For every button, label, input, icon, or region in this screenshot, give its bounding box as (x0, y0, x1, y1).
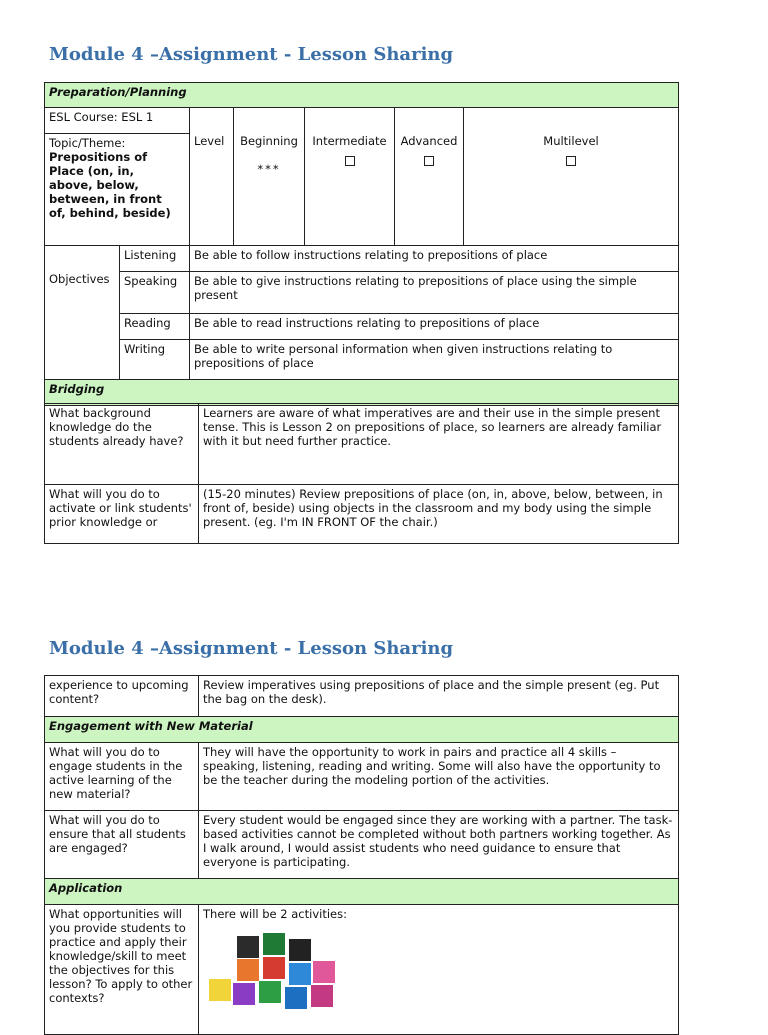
bridging-question-2-continued: experience to upcoming content? (45, 676, 199, 717)
level-multilevel-label: Multilevel (543, 134, 599, 148)
objective-text-listening: Be able to follow instructions relating to prepositions of place (190, 246, 679, 272)
objective-text-speaking: Be able to give instructions relating to prepositions of place using the simple present (190, 272, 679, 314)
section-header-preparation: Preparation/Planning (45, 83, 679, 108)
objective-skill-speaking: Speaking (120, 272, 190, 314)
lesson-plan-table-page2 (44, 675, 679, 1035)
topic-cell (45, 134, 190, 246)
section-header-bridging: Bridging (45, 380, 679, 406)
topic-label: Topic/Theme: (49, 136, 126, 150)
page-title: Module 4 –Assignment - Lesson Sharing (49, 44, 454, 65)
application-question: What opportunities will you provide students to practice and apply their knowledge/skill to meet the objectives for this lesson? To apply to other contexts? (45, 905, 199, 1035)
topic-value: Prepositions of Place (on, in, above, below, between, in front of, behind, beside) (49, 150, 171, 220)
page-title-2: Module 4 –Assignment - Lesson Sharing (49, 638, 454, 659)
cube-black (237, 936, 259, 958)
level-beginning-selected-mark: *** (257, 162, 281, 176)
level-label: Level (190, 108, 234, 246)
bridging-table-page1 (44, 403, 679, 544)
lesson-plan-table-page1 (44, 82, 679, 406)
level-beginning (234, 108, 305, 246)
bridging-answer-1: Learners are aware of what imperatives are and their use in the simple present tense. This is Lesson 2 on prepositions of place, so learners are already familiar with it but need further practice. (199, 404, 679, 485)
objective-skill-listening: Listening (120, 246, 190, 272)
cube-purple (233, 983, 255, 1005)
section-header-engagement: Engagement with New Material (45, 717, 679, 743)
level-intermediate (305, 108, 395, 246)
objective-text-writing: Be able to write personal information when given instructions relating to prepositions of place (190, 340, 679, 380)
cube-yellow (209, 979, 231, 1001)
application-answer-text: There will be 2 activities: (203, 907, 347, 921)
cube-green (259, 981, 281, 1003)
bridging-question-1: What background knowledge do the students already have? (45, 404, 199, 485)
application-answer (199, 905, 679, 1035)
cube-blue (289, 963, 311, 985)
cube-pink (313, 961, 335, 983)
cube-orange (237, 959, 259, 981)
level-multilevel (464, 108, 679, 246)
level-beginning-label: Beginning (240, 134, 298, 148)
level-advanced-label: Advanced (400, 134, 458, 148)
cube-magenta (311, 985, 333, 1007)
bridging-answer-2: (15-20 minutes) Review prepositions of place (on, in, above, below, between, in front of, beside) using objects in the classroom and my body using the simple present. (eg. I'm IN FRONT OF the chair.) (199, 485, 679, 544)
cube-red (263, 957, 285, 979)
engagement-answer-1: They will have the opportunity to work in pairs and practice all 4 skills – speaking, listening, reading and writing. Some will also have the opportunity to be the teacher during the modeling portion of the activities. (199, 743, 679, 811)
cube-green-top (263, 933, 285, 955)
linking-cubes-image (203, 931, 343, 1021)
bridging-answer-2-continued: Review imperatives using prepositions of place and the simple present (eg. Put the bag on the desk). (199, 676, 679, 717)
cube-blue-bottom (285, 987, 307, 1009)
objective-skill-writing: Writing (120, 340, 190, 380)
esl-course-cell: ESL Course: ESL 1 (45, 108, 190, 134)
level-intermediate-label: Intermediate (312, 134, 387, 148)
objective-skill-reading: Reading (120, 314, 190, 340)
level-advanced (395, 108, 464, 246)
objective-text-reading: Be able to read instructions relating to prepositions of place (190, 314, 679, 340)
cube-dark (289, 939, 311, 961)
engagement-question-2: What will you do to ensure that all students are engaged? (45, 811, 199, 879)
objectives-label: Objectives (45, 246, 120, 380)
level-advanced-checkbox[interactable] (424, 156, 434, 166)
bridging-question-2: What will you do to activate or link students' prior knowledge or (45, 485, 199, 544)
level-multilevel-checkbox[interactable] (566, 156, 576, 166)
level-intermediate-checkbox[interactable] (345, 156, 355, 166)
engagement-answer-2: Every student would be engaged since they are working with a partner. The task-based activities cannot be completed without both partners working together. As I walk around, I would assist students who need guidance to ensure that everyone is participating. (199, 811, 679, 879)
engagement-question-1: What will you do to engage students in the active learning of the new material? (45, 743, 199, 811)
section-header-application: Application (45, 879, 679, 905)
